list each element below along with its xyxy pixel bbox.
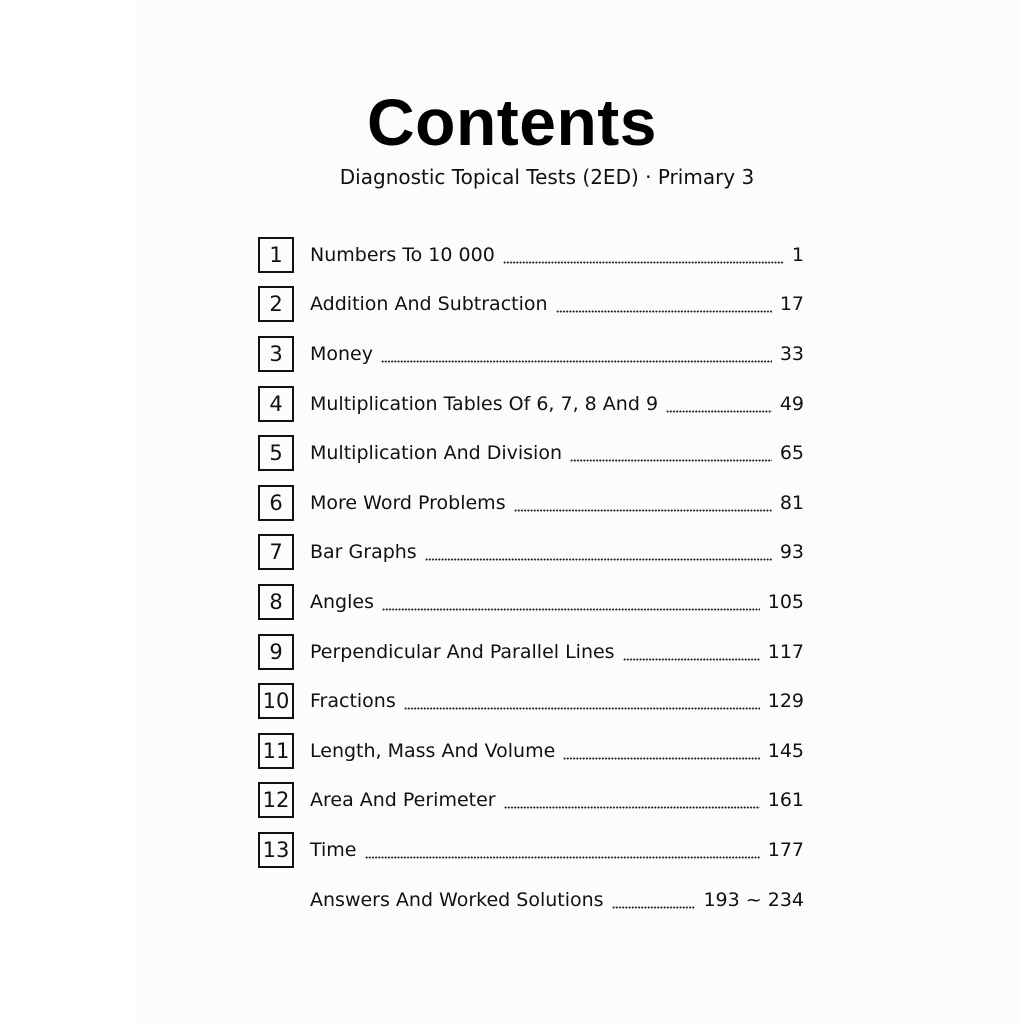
page-number: 117 bbox=[767, 640, 804, 663]
toc-entry-answers bbox=[258, 875, 804, 925]
page-subtitle: Diagnostic Topical Tests (2ED) · Primary 3 bbox=[339, 165, 755, 189]
page-number: 129 bbox=[767, 690, 804, 713]
chapter-number-box: 10 bbox=[258, 683, 294, 719]
chapter-title: Bar Graphs bbox=[310, 541, 417, 564]
answers-page-range: 193 ~ 234 bbox=[703, 888, 804, 911]
chapter-number-box: 9 bbox=[258, 634, 294, 670]
table-of-contents bbox=[258, 230, 804, 924]
chapter-title: Numbers To 10 000 bbox=[310, 243, 495, 266]
toc-entry-1 bbox=[258, 230, 804, 280]
chapter-title: Multiplication Tables Of 6, 7, 8 And 9 bbox=[310, 392, 659, 415]
chapter-title: Perpendicular And Parallel Lines bbox=[310, 640, 615, 663]
chapter-title: Angles bbox=[310, 590, 374, 613]
page-number: 145 bbox=[767, 739, 804, 762]
toc-entry-5 bbox=[258, 428, 804, 478]
dot-leader bbox=[503, 250, 784, 264]
page-number: 177 bbox=[767, 838, 804, 861]
chapter-number-box: 1 bbox=[258, 237, 294, 273]
chapter-number-spacer bbox=[258, 882, 294, 918]
toc-entry-10 bbox=[258, 676, 804, 726]
toc-entry-6 bbox=[258, 478, 804, 528]
dot-leader bbox=[365, 845, 760, 859]
dot-leader bbox=[514, 498, 772, 512]
dot-leader bbox=[556, 299, 772, 313]
chapter-title: More Word Problems bbox=[310, 491, 506, 514]
dot-leader bbox=[666, 399, 772, 413]
dot-leader bbox=[570, 448, 772, 462]
dot-leader bbox=[425, 547, 772, 561]
toc-entry-3 bbox=[258, 329, 804, 379]
chapter-number-box: 2 bbox=[258, 286, 294, 322]
answers-title: Answers And Worked Solutions bbox=[310, 888, 604, 911]
toc-entry-12 bbox=[258, 776, 804, 826]
toc-entry-9 bbox=[258, 627, 804, 677]
chapter-number-box: 12 bbox=[258, 782, 294, 818]
page-number: 49 bbox=[779, 392, 804, 415]
chapter-title: Time bbox=[310, 838, 357, 861]
page-number: 33 bbox=[779, 342, 804, 365]
dot-leader bbox=[382, 597, 760, 611]
chapter-title: Length, Mass And Volume bbox=[310, 739, 556, 762]
chapter-number-box: 7 bbox=[258, 534, 294, 570]
page-number: 161 bbox=[767, 789, 804, 812]
page-title: Contents bbox=[367, 85, 657, 159]
chapter-title: Area And Perimeter bbox=[310, 789, 496, 812]
page-number: 17 bbox=[779, 293, 804, 316]
toc-entry-4 bbox=[258, 379, 804, 429]
toc-entry-11 bbox=[258, 726, 804, 776]
chapter-number-box: 6 bbox=[258, 485, 294, 521]
chapter-title: Addition And Subtraction bbox=[310, 293, 548, 316]
chapter-number-box: 11 bbox=[258, 733, 294, 769]
dot-leader bbox=[623, 647, 760, 661]
page-number: 105 bbox=[767, 590, 804, 613]
toc-entry-7 bbox=[258, 528, 804, 578]
chapter-number-box: 3 bbox=[258, 336, 294, 372]
chapter-number-box: 5 bbox=[258, 435, 294, 471]
chapter-number-box: 4 bbox=[258, 386, 294, 422]
chapter-number-box: 8 bbox=[258, 584, 294, 620]
chapter-title: Fractions bbox=[310, 690, 396, 713]
toc-entry-8 bbox=[258, 577, 804, 627]
dot-leader bbox=[404, 696, 760, 710]
chapter-title: Multiplication And Division bbox=[310, 442, 563, 465]
page-number: 93 bbox=[779, 541, 804, 564]
page-number: 1 bbox=[791, 243, 804, 266]
page-number: 65 bbox=[779, 442, 804, 465]
toc-entry-13 bbox=[258, 825, 804, 875]
dot-leader bbox=[504, 795, 760, 809]
dot-leader bbox=[563, 746, 759, 760]
chapter-number-box: 13 bbox=[258, 832, 294, 868]
chapter-title: Money bbox=[310, 342, 373, 365]
dot-leader bbox=[381, 349, 772, 363]
page-number: 81 bbox=[779, 491, 804, 514]
dot-leader bbox=[612, 895, 696, 909]
toc-entry-2 bbox=[258, 280, 804, 330]
